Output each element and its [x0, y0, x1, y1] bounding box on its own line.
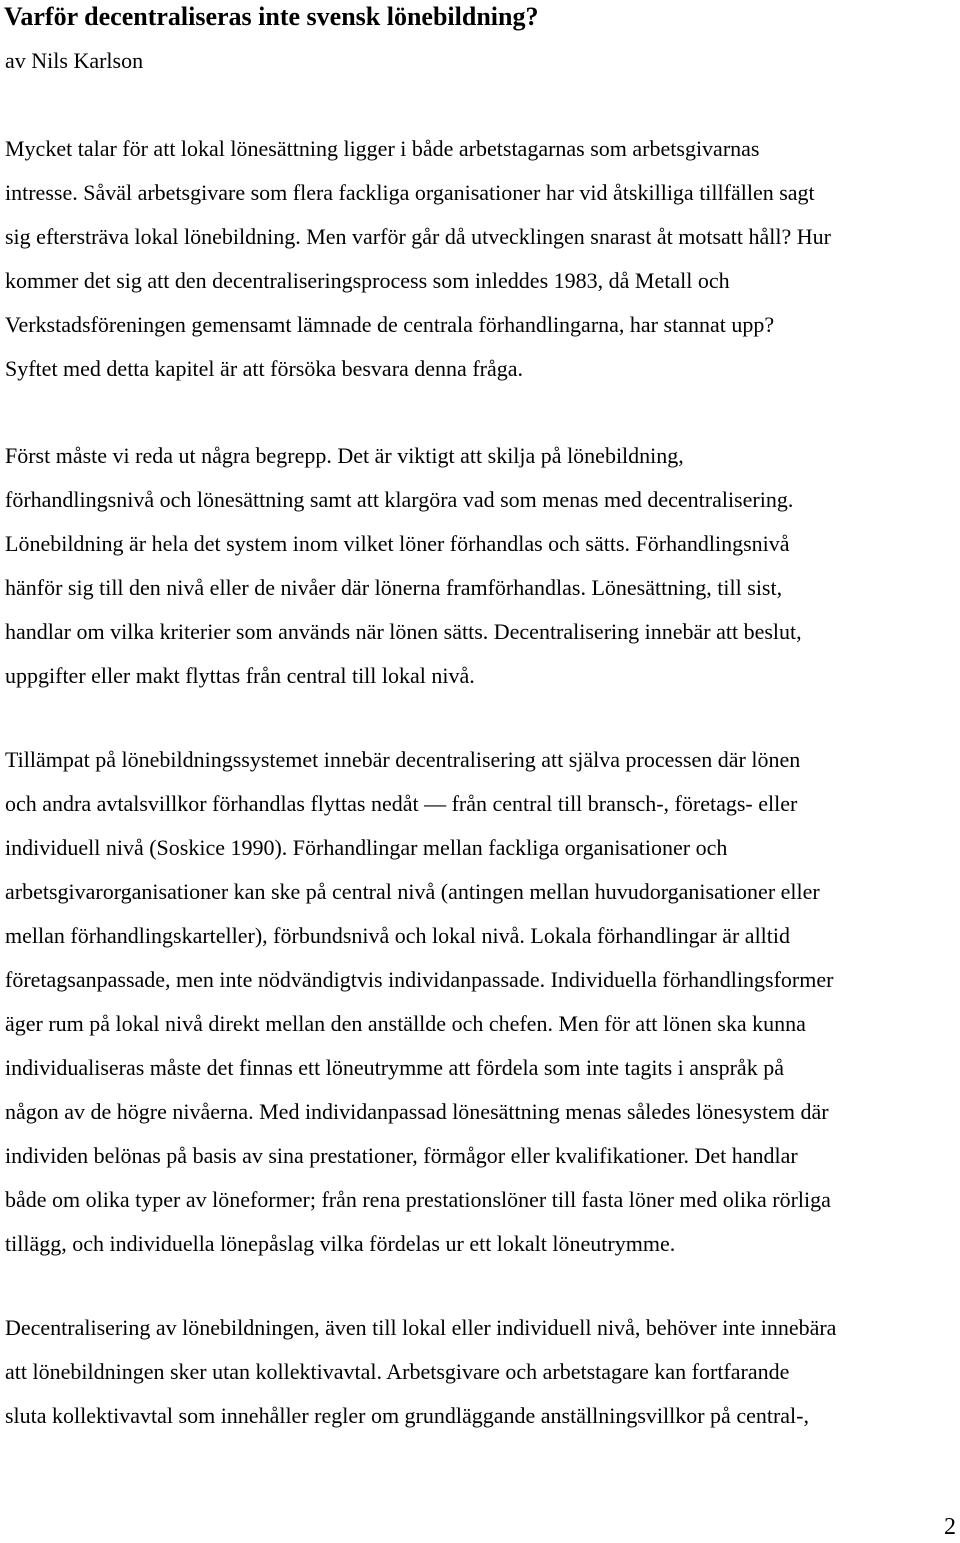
paragraph-line: Decentralisering av lönebildningen, även till lokal eller individuell nivå, behöver inte innebära	[5, 1315, 837, 1340]
paragraph-line: både om olika typer av löneformer; från rena prestationslöner till fasta löner med olika rörliga	[5, 1187, 831, 1212]
paragraph-4	[5, 1306, 836, 1438]
paragraph-line: Först måste vi reda ut några begrepp. Det är viktigt att skilja på lönebildning,	[5, 443, 684, 468]
page-number: 2	[944, 1514, 956, 1540]
paragraph-line: individen belönas på basis av sina prestationer, förmågor eller kvalifikationer. Det handlar	[5, 1143, 798, 1168]
paragraph-line: äger rum på lokal nivå direkt mellan den anställde och chefen. Men för att lönen ska kunna	[5, 1011, 806, 1036]
paragraph-line: handlar om vilka kriterier som används när lönen sätts. Decentralisering innebär att beslut,	[5, 619, 802, 644]
paragraph-line: någon av de högre nivåerna. Med individanpassad lönesättning menas således lönesystem där	[5, 1099, 829, 1124]
paragraph-line: intresse. Såväl arbetsgivare som flera fackliga organisationer har vid åtskilliga tillfällen sagt	[5, 180, 815, 205]
paragraph-line: Mycket talar för att lokal lönesättning ligger i både arbetstagarnas som arbetsgivarnas	[5, 136, 760, 161]
paragraph-line: Verkstadsföreningen gemensamt lämnade de centrala förhandlingarna, har stannat upp?	[5, 312, 775, 337]
paragraph-2	[5, 434, 802, 698]
paragraph-line: mellan förhandlingskarteller), förbundsnivå och lokal nivå. Lokala förhandlingar är alltid	[5, 923, 791, 948]
paragraph-line: arbetsgivarorganisationer kan ske på central nivå (antingen mellan huvudorganisationer eller	[5, 879, 820, 904]
paragraph-line: företagsanpassade, men inte nödvändigtvis individanpassade. Individuella förhandlingsformer	[5, 967, 834, 992]
paragraph-3	[5, 738, 833, 1266]
paragraph-line: tillägg, och individuella lönepåslag vilka fördelas ur ett lokalt löneutrymme.	[5, 1231, 676, 1256]
paragraph-line: Tillämpat på lönebildningssystemet innebär decentralisering att själva processen där lönen	[5, 747, 801, 772]
paragraph-line: Lönebildning är hela det system inom vilket löner förhandlas och sätts. Förhandlingsnivå	[5, 531, 790, 556]
paragraph-line: sig eftersträva lokal lönebildning. Men varför går då utvecklingen snarast åt motsatt håll? Hur	[5, 224, 831, 249]
document-title: Varför decentraliseras inte svensk lönebildning?	[4, 2, 539, 31]
paragraph-line: förhandlingsnivå och lönesättning samt att klargöra vad som menas med decentralisering.	[5, 487, 794, 512]
paragraph-line: och andra avtalsvillkor förhandlas flyttas nedåt — från central till bransch-, företags- eller	[5, 791, 798, 816]
paragraph-line: individualiseras måste det finnas ett löneutrymme att fördela som inte tagits i anspråk på	[5, 1055, 784, 1080]
paragraph-line: hänför sig till den nivå eller de nivåer där lönerna framförhandlas. Lönesättning, till sist,	[5, 575, 783, 600]
paragraph-line: Syftet med detta kapitel är att försöka besvara denna fråga.	[5, 356, 523, 381]
paragraph-line: individuell nivå (Soskice 1990). Förhandlingar mellan fackliga organisationer och	[5, 835, 728, 860]
paragraph-line: att lönebildningen sker utan kollektivavtal. Arbetsgivare och arbetstagare kan fortfarande	[5, 1359, 790, 1384]
paragraph-1	[5, 127, 831, 391]
document-author: av Nils Karlson	[5, 48, 144, 73]
paragraph-line: kommer det sig att den decentraliseringsprocess som inleddes 1983, då Metall och	[5, 268, 730, 293]
paragraph-line: sluta kollektivavtal som innehåller regler om grundläggande anställningsvillkor på central-,	[5, 1403, 809, 1428]
paragraph-line: uppgifter eller makt flyttas från central till lokal nivå.	[5, 663, 475, 688]
